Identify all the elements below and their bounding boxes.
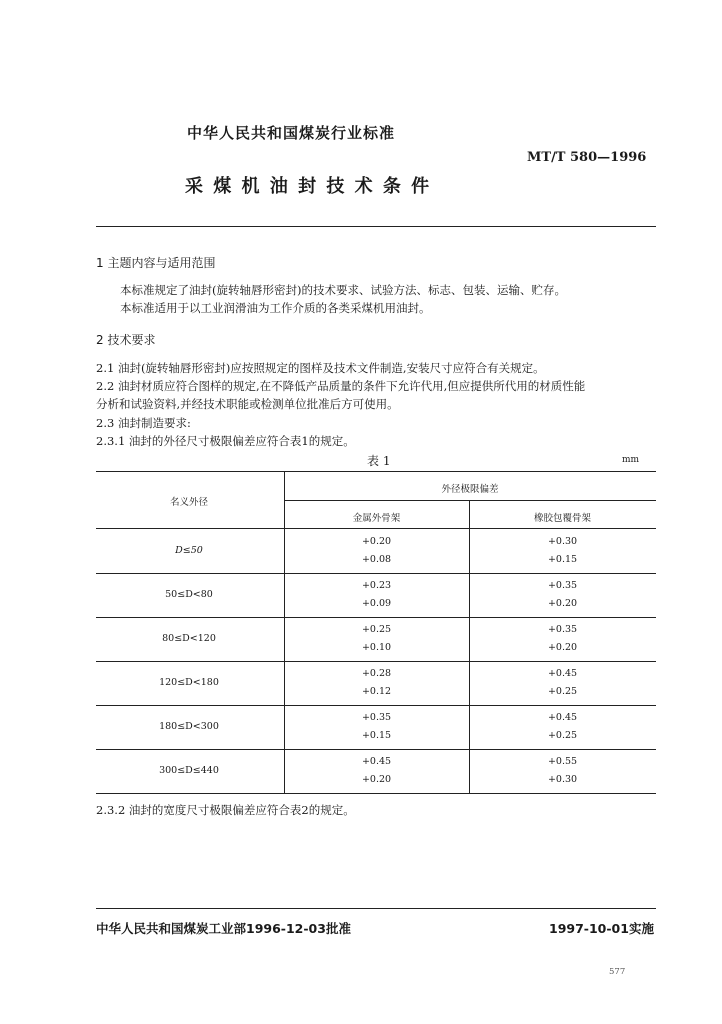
table-row-range: 50≤D<80 [165,589,213,600]
table-row-range: 180≤D<300 [159,721,219,732]
row-divider [96,749,656,750]
document-title: 采 煤 机 油 封 技 术 条 件 [185,176,432,197]
table-row-rubber-lower: +0.20 [547,642,578,653]
header-rubber-frame: 橡胶包覆骨架 [533,513,591,524]
row-divider [96,617,656,618]
table-caption: 表 1 [367,454,391,468]
clause-2-2-line-1: 2.2 油封材质应符合图样的规定,在不降低产品质量的条件下允许代用,但应提供所代用的材质性能 [96,379,586,393]
table-unit: mm [622,455,640,465]
table-row-metal-upper: +0.23 [361,580,392,591]
table-row-rubber-upper: +0.45 [547,668,578,679]
page-number: 577 [609,967,626,977]
header-bottom-border [96,528,656,529]
row-divider [96,661,656,662]
table-row-range: 80≤D<120 [162,633,216,644]
table-row-rubber-upper: +0.35 [547,580,578,591]
clause-2-1: 2.1 油封(旋转轴唇形密封)应按照规定的图样及技术文件制造,安装尺寸应符合有关规定。 [96,361,545,375]
table-row-metal-lower: +0.12 [361,686,392,697]
table-row-metal-lower: +0.15 [361,730,392,741]
header-divider [96,226,656,227]
table-bottom-border [96,793,656,794]
section-1-paragraph-2: 本标准适用于以工业润滑油为工作介质的各类采煤机用油封。 [120,301,431,315]
clause-2-3-1: 2.3.1 油封的外径尺寸极限偏差应符合表1的规定。 [96,434,355,448]
table-row-metal-upper: +0.20 [361,536,392,547]
approval-line: 中华人民共和国煤炭工业部1996-12-03批准 [96,921,351,936]
standard-code: MT/T 580—1996 [527,150,647,165]
issuing-authority: 中华人民共和国煤炭行业标准 [187,124,396,142]
row-divider [96,573,656,574]
table-row-rubber-upper: +0.55 [547,756,578,767]
table-row-metal-lower: +0.08 [361,554,392,565]
table-row-metal-upper: +0.25 [361,624,392,635]
section-1-heading: 1 主题内容与适用范围 [96,256,216,270]
table-row-rubber-lower: +0.25 [547,686,578,697]
clause-2-2-line-2: 分析和试验资料,并经技术职能或检测单位批准后方可使用。 [96,397,399,411]
table-row-rubber-lower: +0.25 [547,730,578,741]
table-row-metal-upper: +0.28 [361,668,392,679]
table-row-metal-upper: +0.45 [361,756,392,767]
footer-divider [96,908,656,909]
table-row-metal-lower: +0.10 [361,642,392,653]
table-row-rubber-lower: +0.30 [547,774,578,785]
table-row-rubber-upper: +0.45 [547,712,578,723]
table-row-range: D≤50 [175,545,203,556]
table-row-range: 120≤D<180 [159,677,219,688]
table-row-rubber-lower: +0.20 [547,598,578,609]
implementation-date: 1997-10-01实施 [549,921,654,936]
table-row-rubber-lower: +0.15 [547,554,578,565]
table-row-metal-lower: +0.09 [361,598,392,609]
table-row-rubber-upper: +0.35 [547,624,578,635]
row-divider [96,705,656,706]
header-metal-frame: 金属外骨架 [352,513,401,524]
section-2-heading: 2 技术要求 [96,333,156,347]
header-nominal-diameter: 名义外径 [169,497,208,508]
clause-2-3: 2.3 油封制造要求: [96,416,191,430]
header-deviation-group: 外径极限偏差 [441,484,499,495]
clause-2-3-2: 2.3.2 油封的宽度尺寸极限偏差应符合表2的规定。 [96,803,355,817]
header-group-underline [284,500,656,501]
table-top-border [96,471,656,472]
section-1-paragraph-1: 本标准规定了油封(旋转轴唇形密封)的技术要求、试验方法、标志、包装、运输、贮存。 [120,283,566,297]
table-row-metal-upper: +0.35 [361,712,392,723]
table-row-range: 300≤D≤440 [159,765,219,776]
table-row-metal-lower: +0.20 [361,774,392,785]
table-row-rubber-upper: +0.30 [547,536,578,547]
